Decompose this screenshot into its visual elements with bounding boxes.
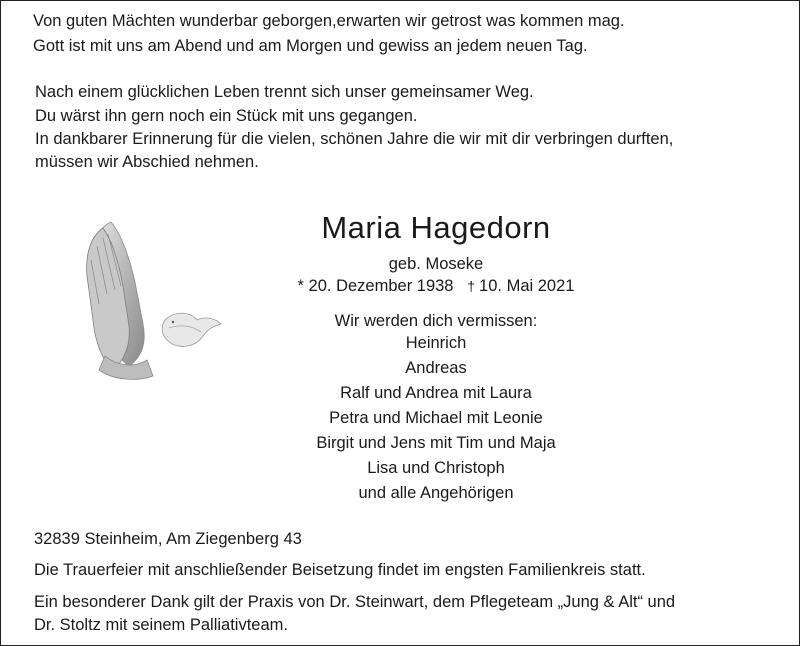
mourner-name: Andreas	[405, 359, 467, 377]
life-dates	[211, 274, 661, 298]
mourner-name: Heinrich	[405, 334, 467, 352]
address: 32839 Steinheim, Am Ziegenberg 43	[34, 530, 302, 548]
praying-hands-with-dove-icon	[77, 216, 227, 381]
birth-date: * 20. Dezember 1938	[297, 277, 454, 295]
deceased-name: Maria Hagedorn	[321, 210, 551, 245]
verse-line-1: Nach einem glücklichen Leben trennt sich unser gemeinsamer Weg.	[35, 83, 534, 101]
thanks-line-2: Dr. Stoltz mit seinem Palliativteam.	[34, 616, 288, 634]
birth-name: geb. Moseke	[388, 255, 484, 273]
thanks-line-1: Ein besonderer Dank gilt der Praxis von Dr. Steinwart, dem Pflegeteam „Jung & Alt“ und	[34, 593, 676, 611]
mourners-heading: Wir werden dich vermissen:	[334, 312, 538, 330]
death-date: 10. Mai 2021	[479, 277, 575, 295]
mourner-name: Lisa und Christoph	[367, 459, 505, 477]
verse-line-4: müssen wir Abschied nehmen.	[35, 153, 259, 171]
mourner-name: Petra und Michael mit Leonie	[329, 409, 543, 427]
verse-line-3: In dankbarer Erinnerung für die vielen, schönen Jahre die wir mit dir verbringen durften,	[35, 130, 674, 148]
mourner-name: und alle Angehörigen	[358, 484, 514, 502]
intro-line-2: Gott ist mit uns am Abend und am Morgen und gewiss an jedem neuen Tag.	[33, 37, 588, 55]
cross-icon: †	[467, 278, 476, 294]
mourner-name: Birgit und Jens mit Tim und Maja	[316, 434, 556, 452]
intro-line-1: Von guten Mächten wunderbar geborgen,erwarten wir getrost was kommen mag.	[33, 12, 625, 30]
ceremony-note: Die Trauerfeier mit anschließender Beisetzung findet im engsten Familienkreis statt.	[34, 561, 646, 579]
mourner-name: Ralf und Andrea mit Laura	[340, 384, 532, 402]
verse-line-2: Du wärst ihn gern noch ein Stück mit uns gegangen.	[35, 107, 418, 125]
